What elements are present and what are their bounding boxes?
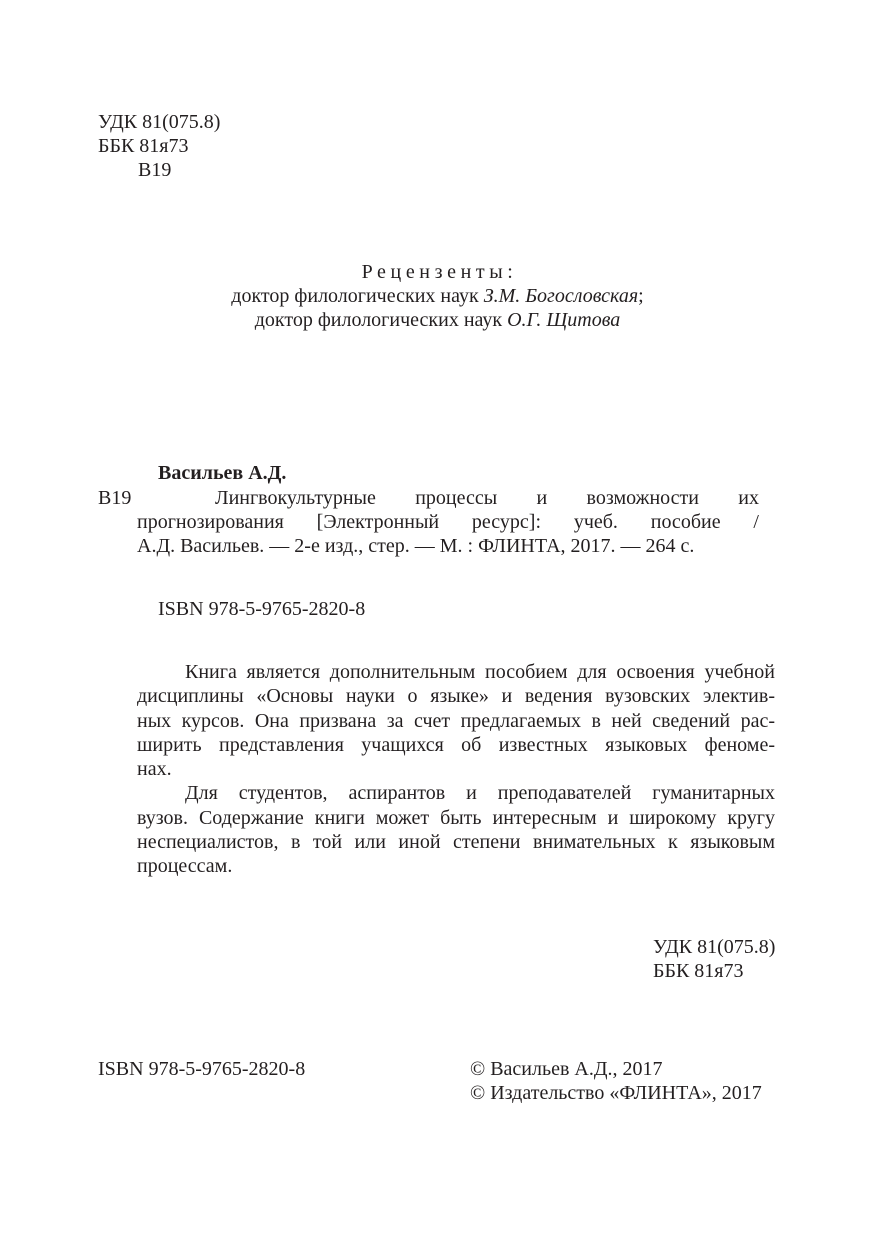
- record-word: Лингвокультурные: [215, 487, 376, 509]
- record-title-line-3: А.Д. Васильев. — 2-е изд., стер. — М. : ФЛИНТА, 2017. — 264 с.: [137, 535, 695, 557]
- annotation-line: ных курсов. Она призвана за счет предлагаемых в ней сведений рас-: [137, 709, 775, 732]
- annotation-line: ширить представления учащихся об известных языковых феноме-: [137, 733, 775, 756]
- record-word: /: [753, 511, 759, 533]
- record-word: [Электронный: [316, 511, 440, 533]
- annotation-line: дисциплины «Основы науки о языке» и ведения вузовских электив-: [137, 685, 775, 708]
- record-word: возможности: [586, 487, 699, 509]
- reviewer-2-title: доктор филологических наук: [254, 309, 508, 331]
- record-title-line-2: [137, 510, 759, 534]
- reviewer-2-name: О.Г. Щитова: [507, 309, 621, 331]
- copyright-publisher: © Издательство «ФЛИНТА», 2017: [470, 1082, 762, 1104]
- record-word: их: [738, 487, 759, 509]
- reviewer-2: [0, 308, 875, 332]
- annotation-line: нах.: [137, 758, 172, 781]
- reviewers-block: [0, 260, 875, 332]
- reviewer-1-title: доктор филологических наук: [231, 285, 484, 307]
- annotation-line: процессам.: [137, 855, 233, 878]
- record-word: прогнозирования: [137, 511, 284, 533]
- record-isbn: ISBN 978-5-9765-2820-8: [158, 598, 366, 620]
- annotation-line: Книга является дополнительным пособием для освоения учебной: [185, 661, 775, 683]
- annotation-line: вузов. Содержание книги может быть интересным и широкому кругу: [137, 806, 775, 829]
- bbk-code: ББК 81я73: [98, 135, 189, 157]
- copyright-author: © Васильев А.Д., 2017: [470, 1058, 663, 1080]
- annotation: [137, 660, 775, 879]
- bbk-code: ББК 81я73: [653, 960, 744, 982]
- udk-code: УДК 81(075.8): [653, 936, 776, 958]
- record-word: процессы: [415, 487, 498, 509]
- classification-top: [98, 110, 220, 182]
- record-word: учеб.: [573, 511, 618, 533]
- annotation-line: Для студентов, аспирантов и преподавателей гуманитарных: [185, 782, 775, 805]
- footer-isbn: ISBN 978-5-9765-2820-8: [98, 1058, 306, 1080]
- reviewer-1: [0, 284, 875, 308]
- record-code: В19: [98, 487, 132, 509]
- record-title-line-1: [215, 486, 759, 510]
- author-mark: В19: [138, 159, 172, 181]
- udk-code: УДК 81(075.8): [98, 111, 221, 133]
- record-word: ресурс]:: [471, 511, 542, 533]
- reviewers-heading: Рецензенты:: [361, 261, 518, 283]
- reviewer-1-name: З.М. Богословская: [483, 285, 639, 307]
- record-word: и: [536, 487, 548, 509]
- record-word: пособие: [650, 511, 721, 533]
- reviewer-1-punct: ;: [638, 285, 644, 307]
- annotation-line: неспециалистов, в той или иной степени внимательных к языковым: [137, 831, 775, 854]
- copyright-block: [470, 1057, 762, 1105]
- classification-bottom: [653, 935, 775, 983]
- record-author: Васильев А.Д.: [158, 462, 287, 484]
